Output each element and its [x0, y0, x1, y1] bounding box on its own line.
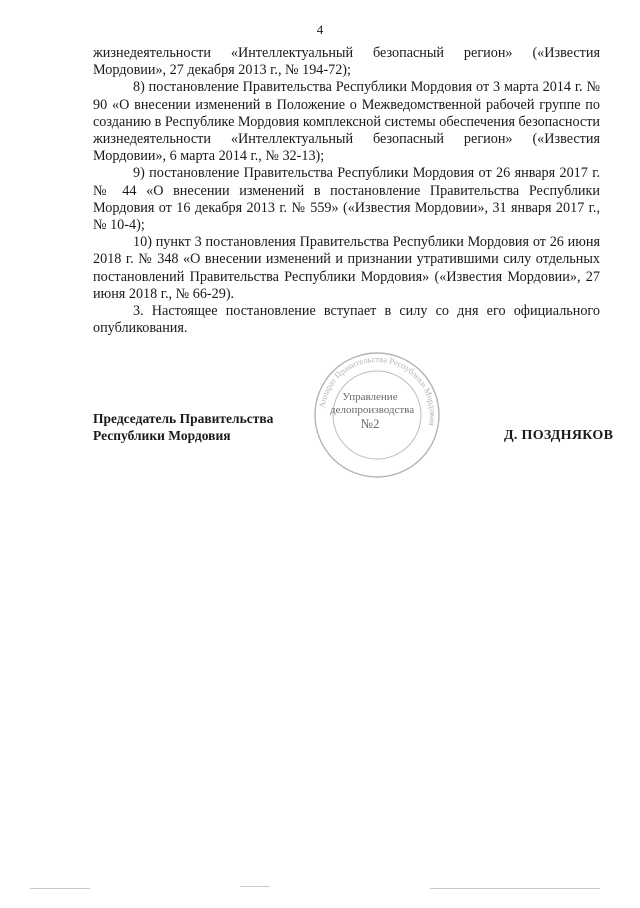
- paragraph: 9) постановление Правительства Республики Мордовия от 26 января 2017 г. № 44 «О внесении изменений в постановление Правительства Республики Мордовия от 16 декабря 2013 г. № 559» («Известия Мордовии», 31 января 2017 г., № 10-4);: [93, 165, 600, 234]
- paragraph: 3. Настоящее постановление вступает в силу со дня его официального опубликования.: [93, 303, 600, 337]
- signature-title-line: Республики Мордовия: [93, 428, 231, 443]
- document-body: [93, 45, 600, 337]
- scan-artifact: [30, 888, 90, 889]
- stamp-line: Управление: [342, 391, 398, 403]
- paragraph: жизнедеятельности «Интеллектуальный безопасный регион» («Известия Мордовии», 27 декабря 2013 г., № 194-72);: [93, 45, 600, 79]
- signature-title: [93, 410, 273, 444]
- signer-name: Д. ПОЗДНЯКОВ: [504, 428, 614, 443]
- paragraph: 8) постановление Правительства Республики Мордовия от 3 марта 2014 г. № 90 «О внесении изменений в Положение о Межведомственной рабочей группе по созданию в Республике Мордовия комплексной системы обеспечения безопасности жизнедеятельности «Интеллектуальный безопасный регион» («Известия Мордовии», 6 марта 2014 г., № 32-13);: [93, 79, 600, 165]
- stamp-line: делопроизводства: [330, 404, 415, 416]
- stamp-inner-text: [330, 391, 415, 431]
- svg-text:Аппарат Правительства Республи: Аппарат Правительства Республики Мордовия: [316, 353, 439, 427]
- stamp-number: №2: [360, 416, 380, 431]
- scan-artifact: [240, 886, 270, 887]
- paragraph: 10) пункт 3 постановления Правительства Республики Мордовия от 26 июня 2018 г. № 348 «О внесении изменений и признании утратившими силу отдельных постановлений Правительства Республики Мордовия» («Известия Мордовии», 27 июня 2018 г., № 66-29).: [93, 234, 600, 302]
- page-number: 4: [316, 22, 324, 37]
- signature-title-line: Председатель Правительства: [93, 411, 274, 426]
- scan-artifact: [430, 888, 600, 889]
